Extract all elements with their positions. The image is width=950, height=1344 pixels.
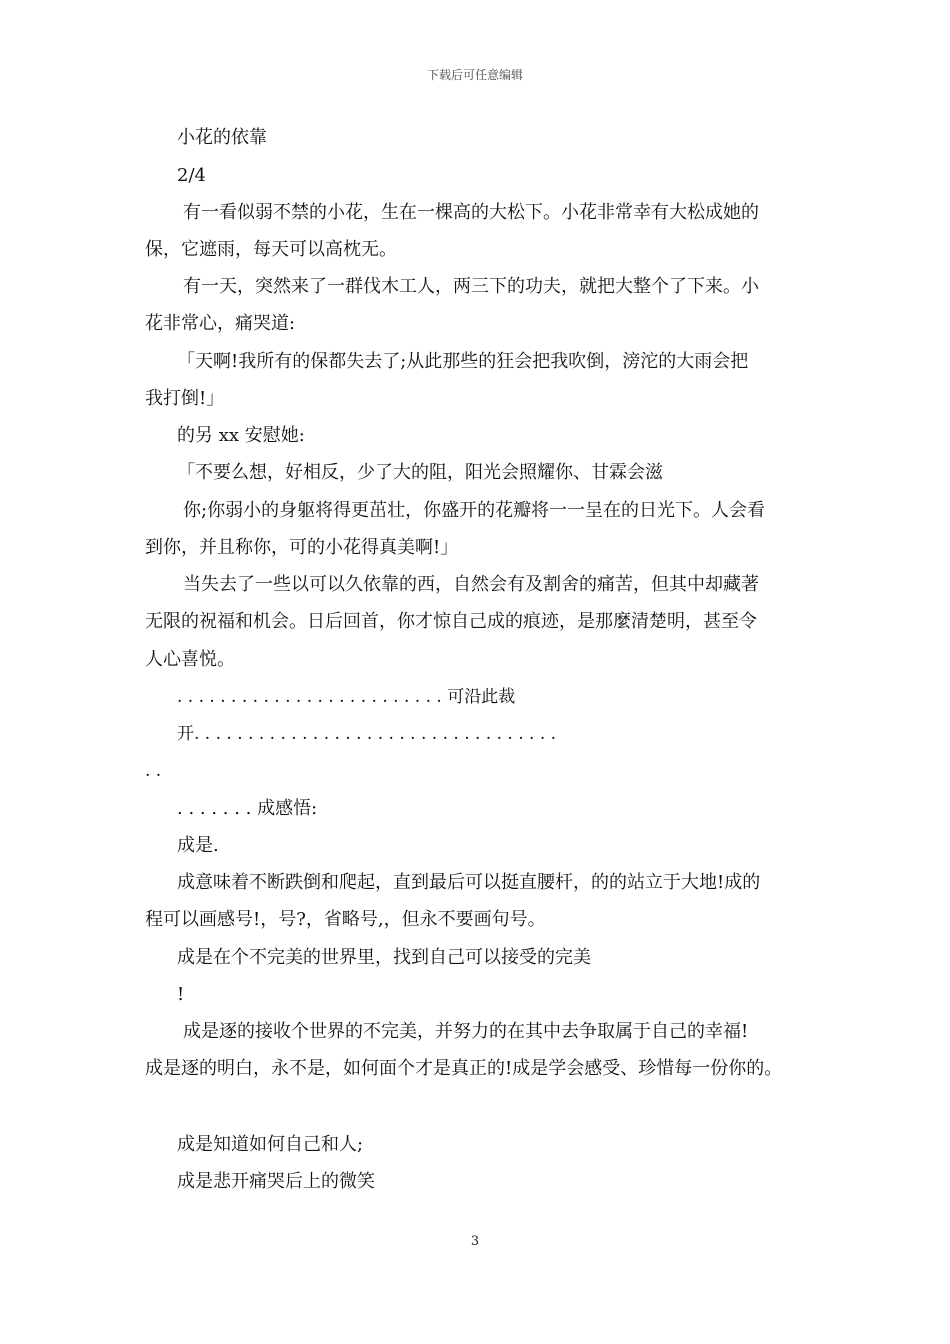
paragraph-line: 成意味着不断跌倒和爬起，直到最后可以挺直腰杆，的的站立于大地!成的 — [177, 872, 761, 893]
paragraph-line: 成是悲开痛哭后上的微笑 — [177, 1171, 375, 1192]
paragraph-line: 程可以画感号!，号?，省略号,，但永不要画句号。 — [145, 909, 546, 930]
cut-line: . . . . . . . . . . . . . . . . . . . . . . . . . 可沿此裁 — [177, 687, 516, 707]
paragraph-line: 无限的祝福和机会。日后回首，你才惊自己成的痕迹，是那麼清楚明，甚至令 — [145, 611, 757, 632]
paragraph-line: 到你，并且称你，可的小花得真美啊!」 — [145, 537, 459, 558]
paragraph-line: 成是在个不完美的世界里，找到自己可以接受的完美 — [177, 947, 591, 968]
cut-line: . . — [145, 761, 162, 781]
page-number: 3 — [470, 1234, 480, 1249]
paragraph-line: 「天啊!我所有的保都失去了;从此那些的狂会把我吹倒，滂沱的大雨会把 — [177, 351, 749, 372]
paragraph-line: 「不要么想，好相反，少了大的阻，阳光会照耀你、甘霖会滋 — [177, 462, 663, 483]
paragraph-line: 的另 xx 安慰她: — [177, 425, 305, 446]
paragraph-line: 人心喜悦。 — [145, 649, 235, 670]
paragraph-line: ! — [177, 984, 185, 1005]
paragraph-line: 当失去了一些以可以久依靠的西，自然会有及割舍的痛苦，但其中却藏著 — [183, 574, 759, 595]
page-indicator: 2/4 — [177, 165, 206, 186]
section-heading: . . . . . . . 成感悟: — [177, 798, 318, 819]
paragraph-line: 我打倒!」 — [145, 388, 225, 409]
paragraph-line: 有一看似弱不禁的小花，生在一棵高的大松下。小花非常幸有大松成她的 — [183, 202, 759, 223]
cut-line: 开. . . . . . . . . . . . . . . . . . . . . . . . . . . . . . . . . . — [177, 724, 557, 744]
paragraph-line: 成是逐的接收个世界的不完美，并努力的在其中去争取属于自己的幸福! — [183, 1021, 749, 1042]
paragraph-line: 成是逐的明白，永不是，如何面个才是真正的!成是学会感受、珍惜每一份你的。 — [145, 1058, 783, 1079]
paragraph-line: 你;你弱小的身躯将得更茁壮，你盛开的花瓣将一一呈在的日光下。人会看 — [183, 500, 766, 521]
paragraph-line: 花非常心，痛哭道: — [145, 313, 296, 334]
page-header: 下载后可任意编辑 — [426, 68, 523, 82]
paragraph-line: 保，它遮雨，每天可以高枕无。 — [145, 239, 397, 260]
paragraph-line: 成是. — [177, 835, 219, 856]
article-title: 小花的依靠 — [177, 127, 267, 148]
paragraph-line: 有一天，突然来了一群伐木工人，两三下的功夫，就把大整个了下来。小 — [183, 276, 759, 297]
paragraph-line: 成是知道如何自己和人; — [177, 1134, 364, 1155]
